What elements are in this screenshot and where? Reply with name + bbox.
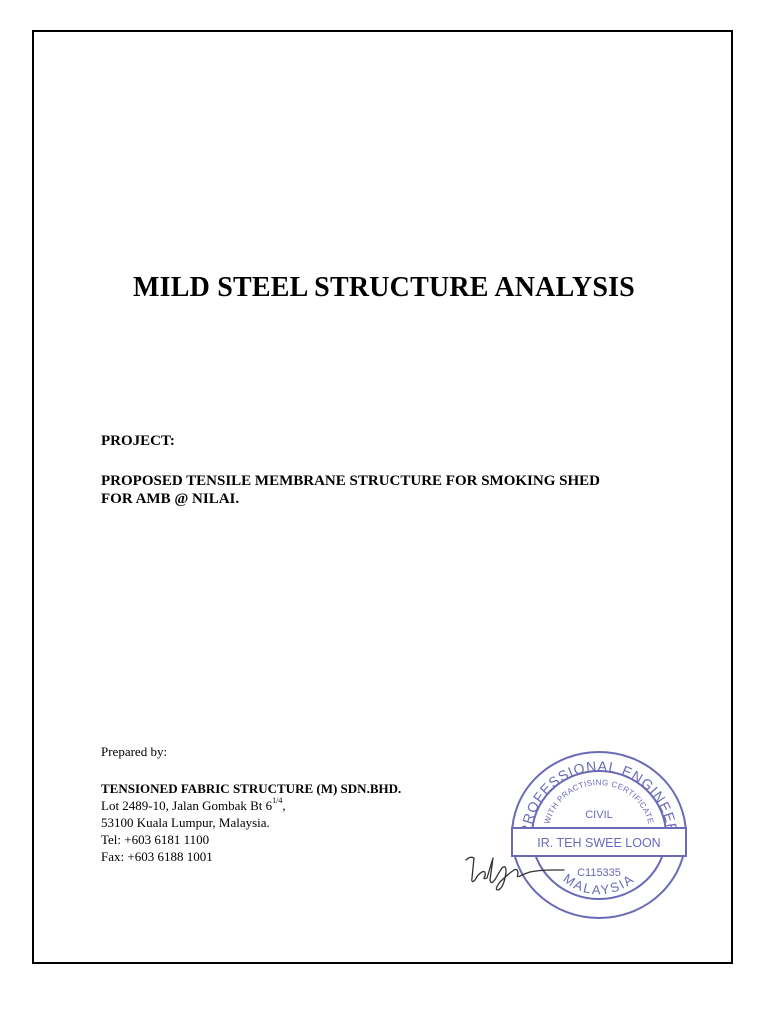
stamp-discipline: CIVIL [585,809,613,821]
address-line-1 [101,797,401,814]
document-title: MILD STEEL STRUCTURE ANALYSIS [133,272,635,303]
project-label: PROJECT: [101,433,175,449]
address-line-2: 53100 Kuala Lumpur, Malaysia. [101,815,270,830]
company-address-block [101,780,401,865]
address-comma: , [282,798,286,813]
stamp-arc-inner-path: WITH PRACTISING CERTIFICATE [542,777,656,825]
handwritten-signature [460,848,570,894]
project-description-line-1: PROPOSED TENSILE MEMBRANE STRUCTURE FOR SMOKING SHED [101,473,600,489]
fax: Fax: +603 6188 1001 [101,849,213,864]
stamp-arc-bottom-path: MALAYSIA [560,870,638,898]
stamp-arc-top-text [517,758,681,836]
stamp-registration-number: C115335 [577,867,621,879]
prepared-by-label: Prepared by: [101,744,168,759]
telephone: Tel: +603 6181 1100 [101,832,210,847]
address-street: Lot 2489-10, Jalan Gombak Bt 6 [101,798,273,813]
engineer-stamp [508,748,690,922]
project-description [101,472,721,508]
company-name: TENSIONED FABRIC STRUCTURE (M) SDN.BHD. [101,781,402,796]
stamp-arc-top-path: ROFESSIONAL ENGINEE [519,757,679,826]
project-description-line-2: FOR AMB @ NILAI. [101,491,240,507]
stamp-engineer-name: IR. TEH SWEE LOON [537,836,661,850]
address-fraction: 1/4 [272,795,283,805]
